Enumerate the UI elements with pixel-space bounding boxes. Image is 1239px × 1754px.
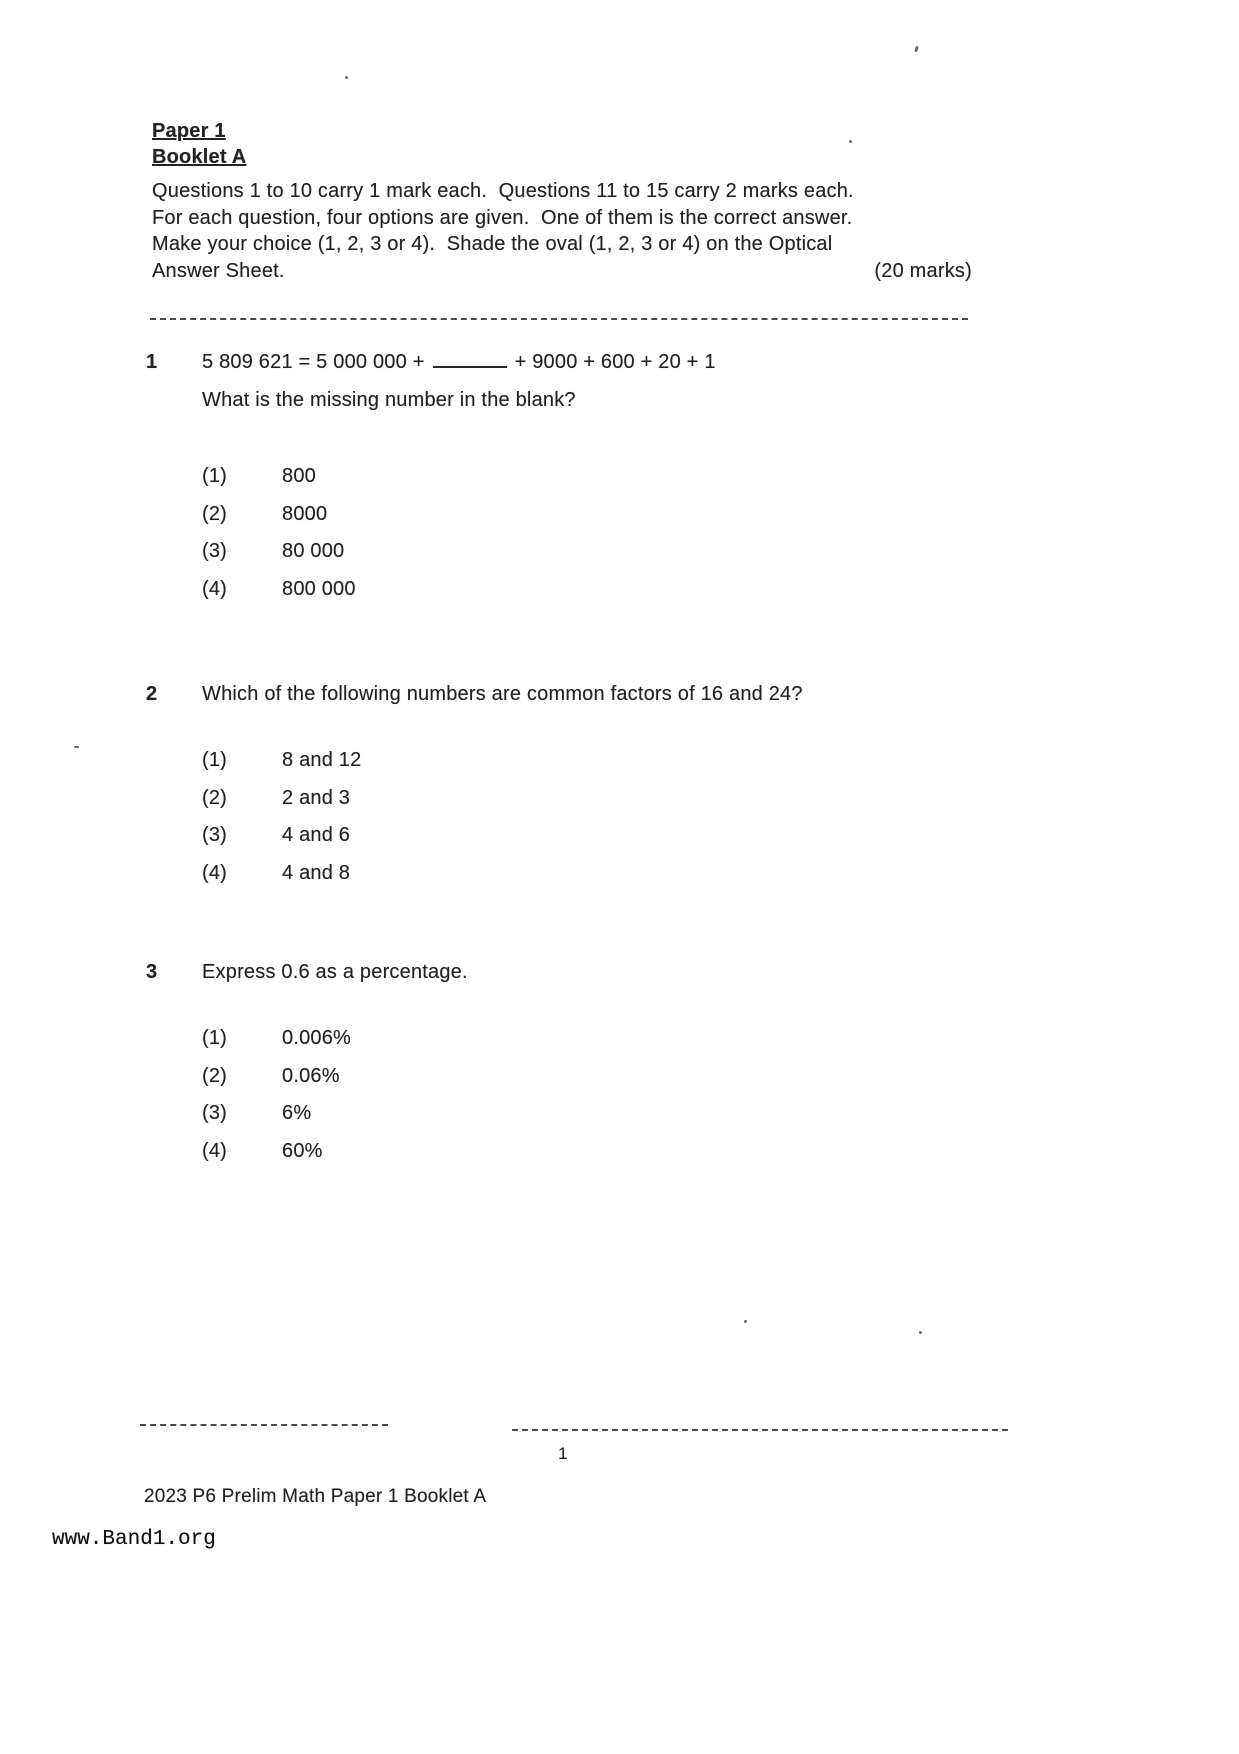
- option-value: 60%: [282, 1139, 323, 1162]
- answer-blank: [433, 354, 507, 368]
- option-label: (2): [202, 786, 228, 809]
- option-row: [202, 571, 716, 609]
- footer-doc-label: 2023 P6 Prelim Math Paper 1 Booklet A: [144, 1486, 487, 1507]
- instruction-line: For each question, four options are given. One of them is the correct answer.: [152, 206, 853, 229]
- option-value: 8 and 12: [282, 749, 362, 771]
- equation-prefix: 5 809 621 = 5 000 000 +: [202, 351, 425, 373]
- instruction-line: Questions 1 to 10 carry 1 mark each. Questions 11 to 15 carry 2 marks each.: [152, 180, 854, 202]
- question-number: 2: [146, 683, 158, 705]
- question-equation: [202, 349, 716, 376]
- question-body: [202, 959, 468, 1170]
- scan-artifact: [919, 1331, 922, 1334]
- option-row: [202, 855, 803, 893]
- instruction-line: Make your choice (1, 2, 3 or 4). Shade the oval (1, 2, 3 or 4) on the Optical: [152, 233, 833, 255]
- option-value: 0.06%: [282, 1064, 340, 1087]
- scan-artifact: [744, 1320, 747, 1323]
- options-list: [202, 742, 803, 892]
- question-prompt: What is the missing number in the blank?: [202, 389, 576, 411]
- question-body: [202, 349, 716, 608]
- option-label: (3): [202, 824, 228, 846]
- question-2: [146, 681, 803, 892]
- option-value: 2 and 3: [282, 786, 351, 809]
- option-label: (3): [202, 540, 228, 562]
- option-row: [202, 1058, 468, 1096]
- option-value: 6%: [282, 1102, 312, 1124]
- option-label: (1): [202, 1027, 228, 1049]
- option-value: 0.006%: [282, 1027, 352, 1049]
- paper-title: Paper 1: [152, 120, 226, 142]
- footer-separator-line: [140, 1424, 388, 1426]
- option-row: [202, 1133, 468, 1171]
- instructions: [152, 178, 972, 284]
- option-row: [202, 496, 716, 534]
- question-3: [146, 959, 468, 1170]
- option-value: 800 000: [282, 577, 356, 600]
- option-label: (1): [202, 749, 228, 771]
- option-label: (2): [202, 502, 228, 525]
- option-label: (2): [202, 1064, 228, 1087]
- option-row: [202, 817, 803, 855]
- option-label: (4): [202, 1139, 228, 1162]
- question-prompt: Express 0.6 as a percentage.: [202, 961, 468, 983]
- option-row: [202, 1095, 468, 1133]
- watermark-url: www.Band1.org: [52, 1528, 216, 1551]
- option-value: 80 000: [282, 540, 345, 562]
- option-row: [202, 780, 803, 818]
- option-row: [202, 458, 716, 496]
- equation-suffix: + 9000 + 600 + 20 + 1: [514, 351, 716, 373]
- booklet-title: Booklet A: [152, 146, 247, 168]
- option-value: 4 and 8: [282, 861, 351, 884]
- separator-line: [150, 318, 968, 320]
- option-row: [202, 742, 803, 780]
- instruction-line: Answer Sheet.: [152, 259, 285, 282]
- footer-separator-line: [512, 1429, 1008, 1431]
- marks-label: (20 marks): [874, 259, 972, 282]
- option-label: (1): [202, 465, 228, 487]
- option-row: [202, 533, 716, 571]
- option-label: (3): [202, 1102, 228, 1124]
- question-prompt: Which of the following numbers are common factors of 16 and 24?: [202, 683, 803, 705]
- option-label: (4): [202, 861, 228, 884]
- option-value: 4 and 6: [282, 824, 351, 846]
- scan-artifact: [849, 140, 852, 143]
- question-number: 1: [146, 351, 158, 373]
- question-number: 3: [146, 961, 158, 983]
- scan-artifact: [914, 46, 919, 53]
- option-value: 800: [282, 465, 316, 487]
- options-list: [202, 1020, 468, 1170]
- scan-artifact: [345, 76, 348, 79]
- option-row: [202, 1020, 468, 1058]
- options-list: [202, 458, 716, 608]
- page-number: 1: [558, 1444, 568, 1463]
- question-1: [146, 349, 716, 608]
- option-label: (4): [202, 577, 228, 600]
- scan-artifact: [74, 746, 79, 748]
- question-body: [202, 681, 803, 892]
- option-value: 8000: [282, 502, 328, 525]
